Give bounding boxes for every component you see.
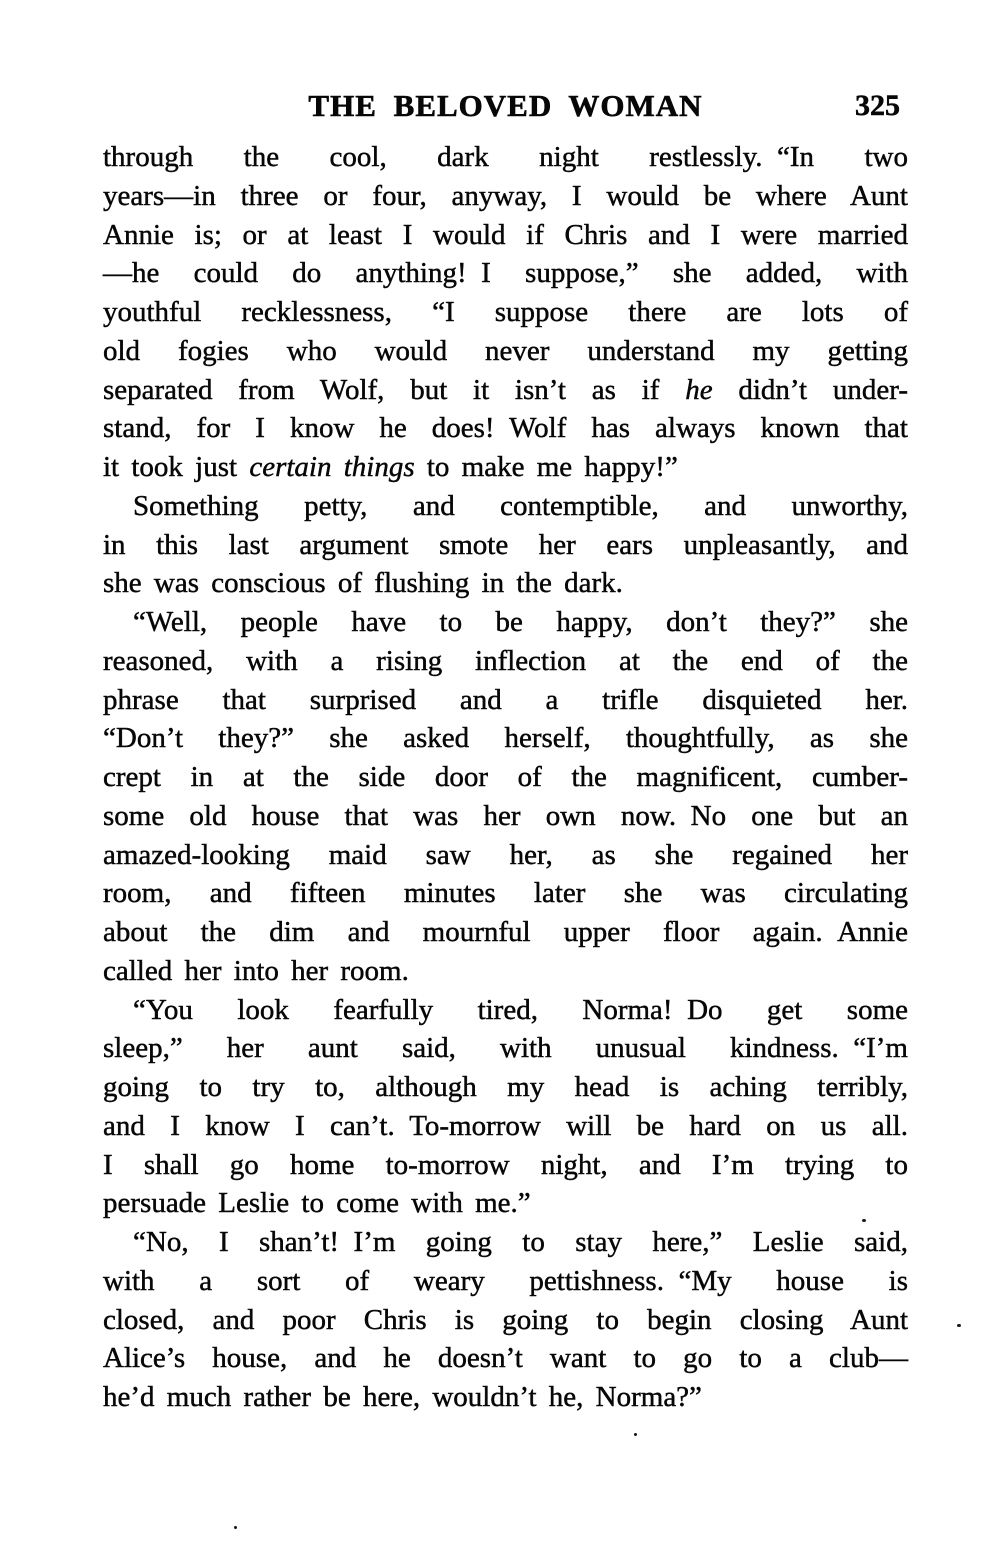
text-line: [103, 681, 908, 720]
text-line: [103, 177, 908, 216]
text-line: [103, 216, 908, 255]
text-segment: phrase that surprised and a trifle disquieted her.: [103, 683, 908, 716]
text-line: [103, 371, 908, 410]
paragraph: [103, 1223, 908, 1417]
text-line: [103, 526, 908, 565]
text-line: [103, 487, 908, 526]
text-line: [103, 1339, 908, 1378]
text-line: [103, 719, 908, 758]
text-line: [103, 1223, 908, 1262]
text-segment: “Don’t they?” she asked herself, thoughtfully, as she: [103, 722, 908, 755]
paragraph: [103, 487, 908, 603]
text-segment: I shall go home to-morrow night, and I’m trying to: [103, 1148, 908, 1181]
text-segment: amazed-looking maid saw her, as she regained her: [103, 838, 908, 871]
text-segment: reasoned, with a rising inflection at the end of the: [103, 644, 908, 677]
text-line: [103, 1184, 908, 1223]
text-line: [103, 1068, 908, 1107]
paragraph: [103, 603, 908, 991]
text-line: [103, 1029, 908, 1068]
text-line: [103, 874, 908, 913]
text-line: [103, 254, 908, 293]
scan-speck: [862, 1219, 866, 1222]
text-line: [103, 1301, 908, 1340]
text-segment: crept in at the side door of the magnificent, cumber-: [103, 761, 908, 793]
page-number: 325: [855, 89, 900, 122]
text-segment: youthful recklessness, “I suppose there are lots of: [103, 296, 908, 328]
italic-text: he: [685, 373, 713, 406]
running-head-title: THE BELOVED WOMAN: [308, 88, 703, 123]
text-line: [103, 409, 908, 448]
text-line: [103, 564, 908, 603]
text-segment: “Well, people have to be happy, don’t they?” she: [133, 606, 908, 638]
text-line: [103, 332, 908, 371]
text-segment: old fogies who would never understand my getting: [103, 334, 908, 367]
text-segment: about the dim and mournful upper floor again. Annie: [103, 916, 908, 948]
text-segment: in this last argument smote her ears unpleasantly, and: [103, 528, 908, 561]
text-line: [103, 758, 908, 797]
text-segment: stand, for I know he does! Wolf has always known that: [103, 412, 908, 445]
text-line: [103, 797, 908, 836]
text-line: [103, 1107, 908, 1146]
text-segment: persuade Leslie to come with me.”: [103, 1187, 531, 1220]
scan-speck: [957, 1324, 961, 1327]
paragraph: [103, 991, 908, 1224]
text-segment: separated from Wolf, but it isn’t as if: [103, 373, 686, 406]
text-line: [103, 1378, 908, 1417]
text-segment: through the cool, dark night restlessly. “In two: [103, 141, 908, 173]
text-line: [103, 1262, 908, 1301]
text-line: [103, 913, 908, 952]
text-segment: didn’t under-: [712, 373, 908, 406]
text-segment: some old house that was her own now. No one but an: [103, 799, 908, 832]
text-segment: years—in three or four, anyway, I would be where Aunt: [103, 179, 908, 212]
text-segment: Something petty, and contemptible, and unworthy,: [133, 489, 908, 522]
text-segment: he’d much rather be here, wouldn’t he, Norma?”: [103, 1381, 702, 1413]
text-segment: closed, and poor Chris is going to begin closing Aunt: [103, 1303, 908, 1336]
page-header: [103, 88, 908, 124]
text-line: [103, 603, 908, 642]
text-line: [103, 836, 908, 875]
text-line: [103, 293, 908, 332]
text-line: [103, 1146, 908, 1185]
text-segment: and I know I can’t. To-morrow will be hard on us all.: [103, 1109, 908, 1142]
text-segment: “No, I shan’t! I’m going to stay here,” Leslie said,: [133, 1226, 908, 1258]
text-line: [103, 448, 908, 487]
text-segment: with a sort of weary pettishness. “My house is: [103, 1264, 908, 1297]
scan-speck: [234, 1526, 237, 1529]
italic-text: certain things: [249, 451, 415, 483]
scan-speck: [634, 1433, 637, 1436]
text-segment: Annie is; or at least I would if Chris and I were married: [103, 218, 908, 251]
text-segment: she was conscious of flushing in the dark.: [103, 567, 623, 600]
text-segment: to make me happy!”: [414, 451, 678, 483]
text-segment: “You look fearfully tired, Norma! Do get some: [133, 993, 908, 1026]
text-line: [103, 138, 908, 177]
text-segment: —he could do anything! I suppose,” she added, with: [103, 257, 908, 290]
text-segment: Alice’s house, and he doesn’t want to go to a club—: [103, 1342, 908, 1375]
text-line: [103, 642, 908, 681]
body-text: [103, 138, 908, 1417]
text-segment: sleep,” her aunt said, with unusual kindness. “I’m: [103, 1032, 908, 1065]
text-segment: room, and fifteen minutes later she was circulating: [103, 877, 908, 910]
paragraph: [103, 138, 908, 487]
text-segment: called her into her room.: [103, 954, 409, 987]
text-line: [103, 991, 908, 1030]
text-segment: it took just: [103, 451, 250, 483]
text-segment: going to try to, although my head is aching terribly,: [103, 1071, 908, 1103]
text-line: [103, 952, 908, 991]
